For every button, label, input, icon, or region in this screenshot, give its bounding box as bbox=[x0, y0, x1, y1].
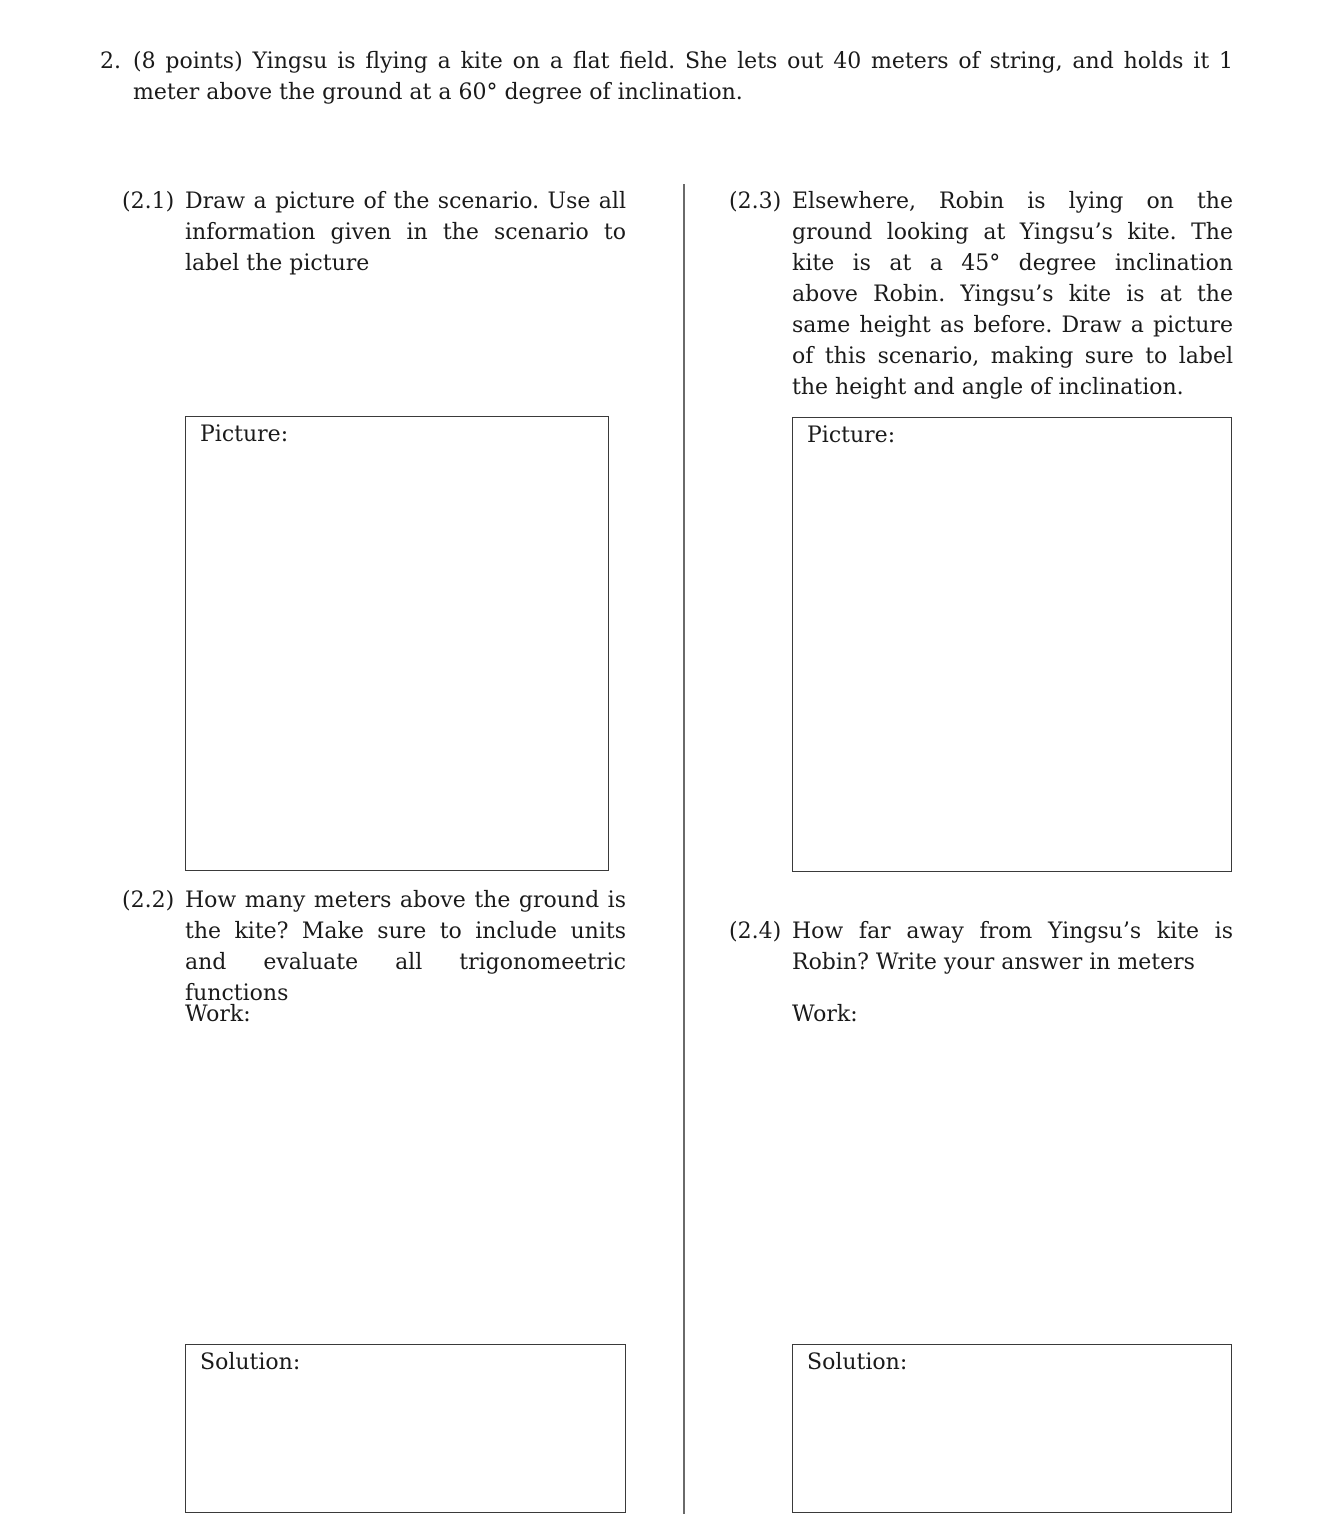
picture-answer-box[interactable] bbox=[185, 416, 609, 871]
part-label: (2.2) bbox=[122, 888, 175, 913]
solution-box-label: Solution: bbox=[807, 1350, 908, 1375]
solution-answer-box[interactable] bbox=[185, 1344, 626, 1513]
part-question: How far away from Yingsu’s kite is Robin? Write your answer in meters bbox=[792, 919, 1233, 975]
picture-answer-box[interactable] bbox=[792, 417, 1232, 872]
work-label: Work: bbox=[185, 1002, 251, 1027]
column-divider bbox=[683, 184, 685, 1514]
picture-box-label: Picture: bbox=[807, 423, 896, 448]
part-label: (2.4) bbox=[729, 919, 782, 944]
part-question: Elsewhere, Robin is lying on the ground looking at Yingsu’s kite. The kite is at a 45° degree inclination above Robin. Yingsu’s kite is at the same height as before. Draw a picture of this scenario, making sure to label the height and angle of inclination. bbox=[792, 189, 1233, 400]
problem-text: Yingsu is flying a kite on a flat field. She lets out 40 meters of string, and holds it 1 meter above the ground at a 60° degree of inclination. bbox=[133, 49, 1233, 105]
part-label: (2.3) bbox=[729, 189, 782, 214]
part-question: How many meters above the ground is the kite? Make sure to include units and evaluate all trigonomeetric functions bbox=[185, 888, 626, 1006]
solution-box-label: Solution: bbox=[200, 1350, 301, 1375]
part-label: (2.1) bbox=[122, 189, 175, 214]
part-question: Draw a picture of the scenario. Use all information given in the scenario to label the picture bbox=[185, 189, 626, 276]
solution-answer-box[interactable] bbox=[792, 1344, 1232, 1513]
problem-points: (8 points) bbox=[133, 49, 243, 74]
work-label: Work: bbox=[792, 1002, 858, 1027]
problem-number: 2. bbox=[100, 49, 121, 74]
picture-box-label: Picture: bbox=[200, 422, 289, 447]
problem-statement bbox=[133, 46, 1233, 108]
